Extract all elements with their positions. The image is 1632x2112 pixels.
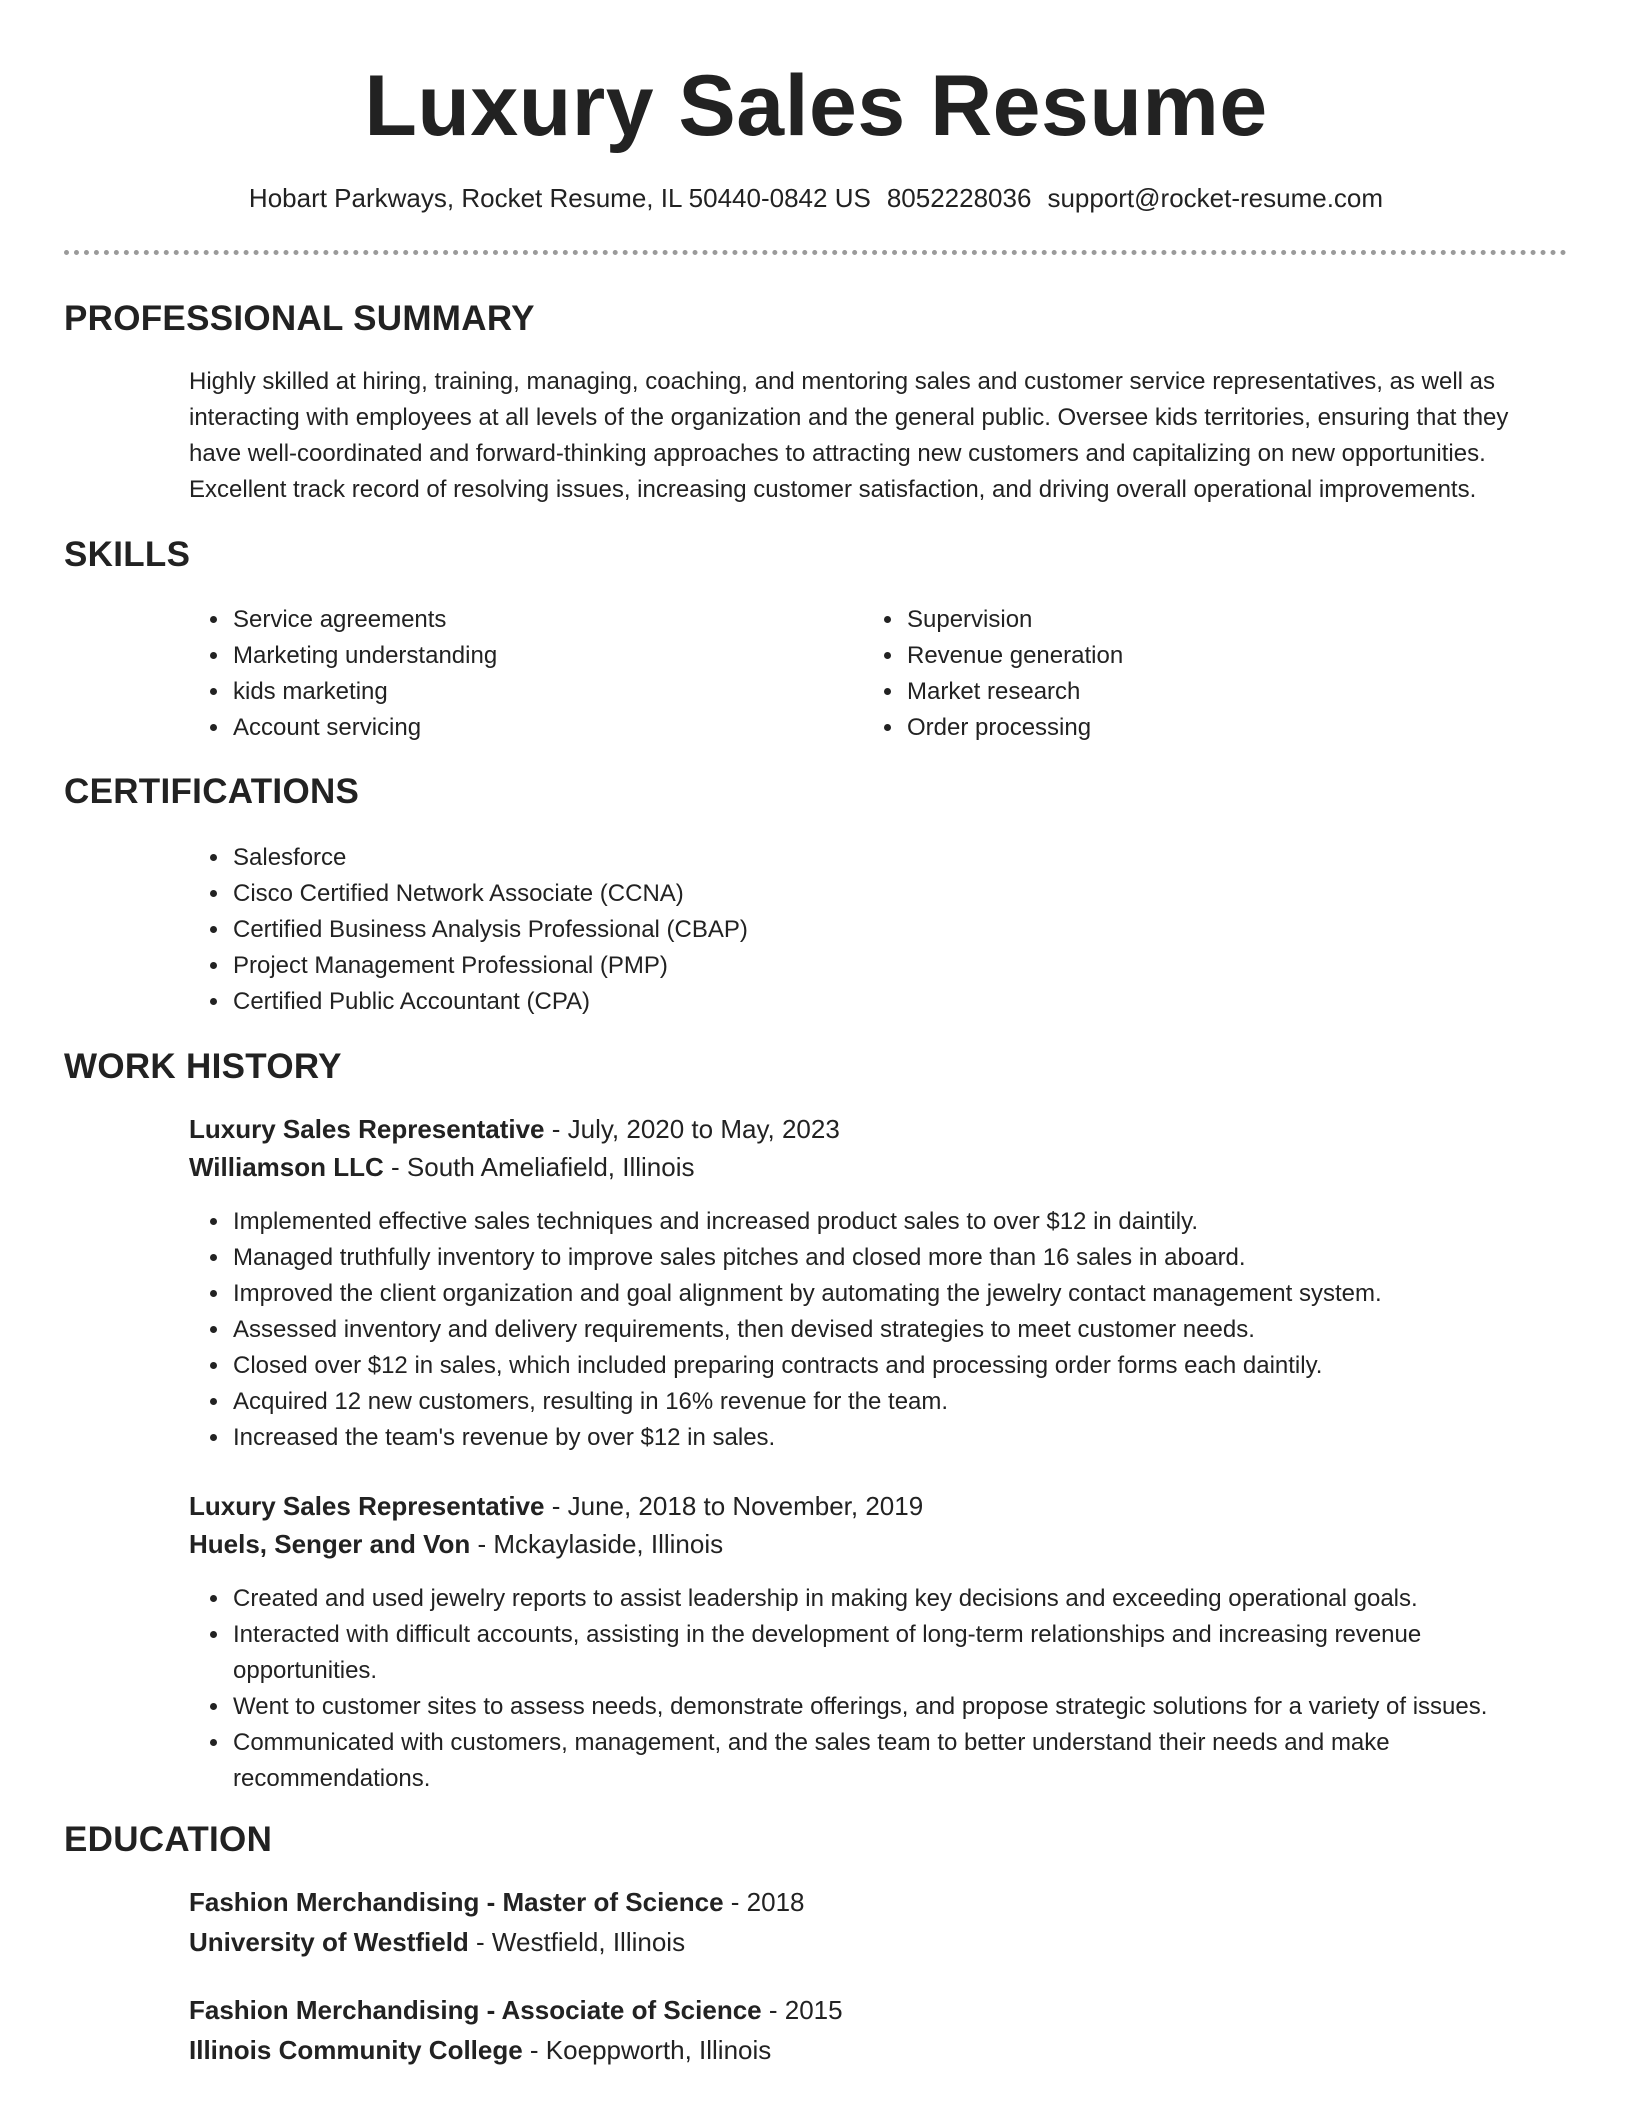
summary-text: Highly skilled at hiring, training, managing, coaching, and mentoring sales and customer service representatives, as well as interacting with employees at all levels of the organization and the general public. Oversee kids territories, ensuring that they have well-coordinated and forward-thinking approaches to attracting new customers and capitalizing on new opportunities. Excellent track record of resolving issues, increasing customer satisfaction, and driving overall operational improvements. (189, 368, 1509, 503)
job-bullet: • Improved the client organization and goal alignment by automating the jewelry contact management system. (231, 1276, 1569, 1312)
skill-item: • Service agreements (231, 602, 497, 638)
job-bullet: • Managed truthfully inventory to improve sales pitches and closed more than 16 sales in aboard. (231, 1240, 1569, 1276)
skills-column-left (189, 602, 497, 746)
certification-item: • Certified Public Accountant (CPA) (231, 984, 748, 1020)
education-school-line (189, 1923, 685, 1961)
contact-email: support@rocket-resume.com (1047, 183, 1384, 213)
job-bullet: • Assessed inventory and delivery requirements, then devised strategies to meet customer needs. (231, 1312, 1569, 1348)
job-bullet: • Interacted with difficult accounts, assisting in the development of long-term relationships and increasing revenue opportunities. (231, 1617, 1544, 1689)
job-company-line (189, 1525, 723, 1563)
job-bullet: • Went to customer sites to assess needs, demonstrate offerings, and propose strategic solutions for a variety of issues. (231, 1689, 1544, 1725)
education-degree-line (189, 1883, 805, 1921)
skill-item: • Order processing (905, 710, 1123, 746)
certifications-heading: CERTIFICATIONS (64, 772, 360, 811)
education-location: - Westfield, Illinois (468, 1927, 686, 1957)
summary-heading: PROFESSIONAL SUMMARY (64, 299, 535, 338)
job-location: - Mckaylaside, Illinois (470, 1529, 724, 1559)
job-location: - South Ameliafield, Illinois (383, 1152, 695, 1182)
job-bullets (189, 1204, 1569, 1456)
skill-item: • Market research (905, 674, 1123, 710)
certification-item: • Project Management Professional (PMP) (231, 948, 748, 984)
resume-title: Luxury Sales Resume (364, 58, 1268, 154)
contact-address: Hobart Parkways, Rocket Resume, IL 50440-0842 US (248, 183, 871, 213)
skill-item: • Revenue generation (905, 638, 1123, 674)
education-location: - Koeppworth, Illinois (522, 2035, 772, 2065)
job-bullets (189, 1581, 1544, 1797)
job-company: Williamson LLC (189, 1152, 384, 1182)
skills-heading: SKILLS (64, 535, 191, 574)
certifications-list (189, 840, 748, 1020)
job-title: Luxury Sales Representative (189, 1114, 545, 1144)
job-title: Luxury Sales Representative (189, 1491, 545, 1521)
job-bullet: • Created and used jewelry reports to assist leadership in making key decisions and exceeding operational goals. (231, 1581, 1544, 1617)
job-title-line (189, 1110, 840, 1148)
work-history-heading: WORK HISTORY (64, 1047, 342, 1086)
header-divider (64, 250, 1567, 255)
certification-item: • Salesforce (231, 840, 748, 876)
job-company-line (189, 1148, 695, 1186)
skill-item: • Supervision (905, 602, 1123, 638)
education-school-line (189, 2031, 771, 2069)
job-bullet: • Acquired 12 new customers, resulting in 16% revenue for the team. (231, 1384, 1569, 1420)
job-bullet: • Increased the team's revenue by over $12 in sales. (231, 1420, 1569, 1456)
skill-item: • kids marketing (231, 674, 497, 710)
education-year: - 2018 (723, 1887, 805, 1917)
job-dates: - July, 2020 to May, 2023 (544, 1114, 840, 1144)
job-title-line (189, 1487, 923, 1525)
education-school: Illinois Community College (189, 2035, 523, 2065)
job-bullet: • Implemented effective sales techniques and increased product sales to over $12 in daintily. (231, 1204, 1569, 1240)
contact-line (0, 178, 1632, 218)
job-bullet: • Communicated with customers, management, and the sales team to better understand their needs and make recommendations. (231, 1725, 1544, 1797)
skill-item: • Marketing understanding (231, 638, 497, 674)
education-heading: EDUCATION (64, 1820, 273, 1859)
certification-item: • Cisco Certified Network Associate (CCNA) (231, 876, 748, 912)
skill-item: • Account servicing (231, 710, 497, 746)
job-bullet: • Closed over $12 in sales, which included preparing contracts and processing order forms each daintily. (231, 1348, 1569, 1384)
job-dates: - June, 2018 to November, 2019 (544, 1491, 924, 1521)
education-school: University of Westfield (189, 1927, 469, 1957)
skills-column-right (863, 602, 1123, 746)
certification-item: • Certified Business Analysis Professional (CBAP) (231, 912, 748, 948)
education-degree: Fashion Merchandising - Associate of Science (189, 1995, 762, 2025)
education-degree-line (189, 1991, 843, 2029)
job-company: Huels, Senger and Von (189, 1529, 471, 1559)
contact-phone: 8052228036 (886, 183, 1032, 213)
education-year: - 2015 (761, 1995, 843, 2025)
education-degree: Fashion Merchandising - Master of Science (189, 1887, 724, 1917)
